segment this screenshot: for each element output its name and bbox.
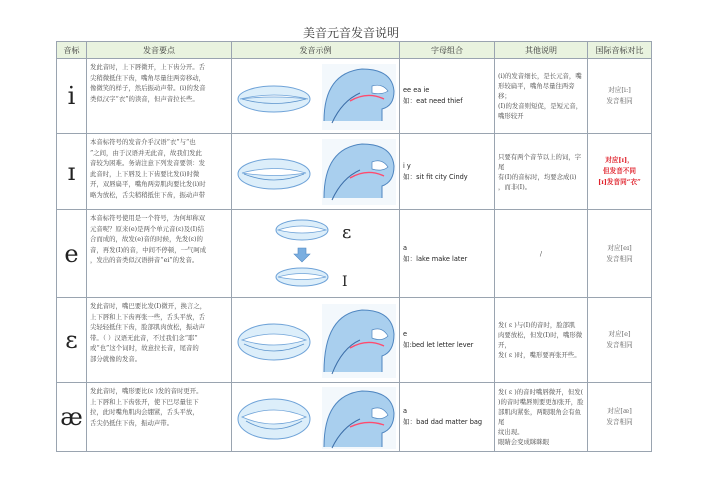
- intl-line: 对应[eɪ]: [607, 243, 632, 252]
- intl-comparison: [588, 134, 652, 210]
- intl-comparison: [588, 59, 652, 134]
- table-row: [57, 134, 652, 210]
- points-line: ，发出的音类似汉语拼音“ei”的发音。: [90, 256, 199, 265]
- pronunciation-demo: [232, 210, 400, 298]
- note-line: 只要有两个音节以上的词，字尾: [498, 152, 582, 171]
- page-title: 美音元音发音说明: [302, 26, 399, 40]
- note-line: 肉要放松，但发(I)时，嘴形微: [498, 331, 583, 339]
- points-line: 像微笑的样子，然后振动声带。(i)的发音: [90, 84, 206, 93]
- points-line: ”之间，由于汉语并无此音，故我们发此: [90, 148, 202, 157]
- phonetic-symbol: e: [57, 210, 87, 298]
- table-row: [57, 383, 652, 452]
- intl-line: 对应[e]: [608, 330, 631, 338]
- other-notes: [495, 298, 588, 383]
- note-line: )的音时嘴唇则要更加张开，脸: [498, 398, 584, 406]
- other-notes: [495, 383, 588, 452]
- points-line: 略为放松，舌尖稍稍抵住下齿，振动声带: [90, 190, 206, 199]
- header-letters: 字母组合: [400, 42, 495, 59]
- points-line: 类似汉字“衣”的读音，但声音拉长些。: [90, 94, 199, 103]
- intl-line: 发音相同: [606, 341, 633, 349]
- other-notes: [495, 134, 588, 210]
- note-line: 发( ɛ )的音时嘴唇微开，但发(: [498, 388, 584, 396]
- intl-comparison: [588, 210, 652, 298]
- note-line: ，而非(I)。: [498, 182, 532, 191]
- points-line: 尖轻轻抵住下齿，脸部肌肉放松，振动声: [90, 323, 206, 332]
- pronunciation-demo: [232, 383, 400, 452]
- note-line: 眼睛会变成眯眯眼: [498, 438, 550, 446]
- lips-illustration: [276, 220, 328, 240]
- header-demo: 发音示例: [232, 42, 400, 59]
- phonetic-symbol: i: [57, 59, 87, 134]
- intl-line: 对应[i:]: [608, 86, 631, 94]
- note-line: 纹出现。: [498, 428, 524, 436]
- lips-illustration: [238, 159, 310, 189]
- combo-examples: 如：bad dad matter bag: [403, 418, 483, 426]
- note-line: (I)的发音则短促，是短元音，: [498, 102, 583, 110]
- points-line: 本音标符号使用是一个符号，为何却称双: [90, 214, 206, 222]
- points-line: 部分就像的发音。: [90, 354, 142, 363]
- vowel-table: [56, 41, 652, 452]
- pronunciation-demo: [232, 134, 400, 210]
- header-symbol: 音标: [57, 42, 87, 59]
- note-line: (i)的发音细长，是长元音，嘴: [498, 72, 582, 80]
- note-line: 发( ɛ )与(I)的音时，脸部肌: [498, 321, 576, 329]
- combo-letters: ee ea ie: [403, 86, 430, 94]
- other-notes: [495, 210, 588, 298]
- combo-letters: e: [403, 330, 408, 338]
- points-line: 开，双唇扁平，嘴角两旁肌肉要比发(i)时: [90, 180, 206, 189]
- arrow-down-icon: [294, 248, 310, 262]
- mouth-transition-diagram: [232, 212, 400, 296]
- pronunciation-points: [87, 298, 232, 383]
- demo-symbol-top: ɛ: [342, 221, 352, 243]
- points-line: 发此音时，嘴形要比(ɛ )发的音时更开。: [90, 387, 203, 395]
- lips-illustration: [276, 268, 328, 286]
- intl-line: 对应[ɪ]，: [605, 156, 634, 164]
- points-line: 元音呢？原来(e)是两个单元音(ɛ)及(I)结: [90, 224, 205, 233]
- letter-combos: [400, 298, 495, 383]
- header-points: 发音要点: [87, 42, 232, 59]
- pronunciation-points: [87, 59, 232, 134]
- mouth-diagram: [232, 61, 400, 132]
- head-profile-illustration: [322, 139, 396, 205]
- combo-letters: a: [403, 407, 408, 415]
- points-line: 带。（ ）汉语无此音，不过我们念“耶”: [90, 333, 198, 342]
- note-line: 开，: [498, 341, 511, 349]
- table-row: [57, 59, 652, 134]
- table-row: [57, 210, 652, 298]
- mouth-diagram: [232, 300, 400, 381]
- note-line: 有(I)的音标时，均要念成(i): [498, 172, 577, 181]
- head-profile-illustration: [322, 304, 396, 378]
- table-row: [57, 298, 652, 383]
- combo-examples: 如：sit fit city Cindy: [403, 172, 468, 181]
- points-line: 合而成的，故发(e)音的时候，先发(ɛ)的: [90, 235, 203, 244]
- header-other: 其他说明: [495, 42, 588, 59]
- points-line: 此音时，上下唇及上下齿要比发(i)时微: [90, 169, 200, 178]
- phonetic-symbol: ɪ: [57, 134, 87, 210]
- letter-combos: [400, 59, 495, 134]
- combo-letters: a: [403, 243, 408, 252]
- points-line: 发此音时，嘴巴要比发(I)微开，换言之，: [90, 302, 207, 310]
- intl-comparison: [588, 383, 652, 452]
- header-row: [57, 42, 652, 59]
- letter-combos: [400, 134, 495, 210]
- demo-symbol-bottom: I: [342, 273, 348, 290]
- letter-combos: [400, 383, 495, 452]
- other-notes: [495, 59, 588, 134]
- pronunciation-demo: [232, 59, 400, 134]
- points-line: 舌尖仍抵住下齿，振动声带。: [90, 418, 174, 427]
- points-line: 上下唇和上下齿张开，使下巴尽量往下: [90, 397, 199, 406]
- points-line: 本音标符号的发音介乎汉语“衣”与“也: [90, 138, 196, 146]
- combo-letters: i y: [403, 161, 411, 170]
- pronunciation-points: [87, 210, 232, 298]
- pronunciation-demo: [232, 298, 400, 383]
- points-line: 上下唇和上下齿再张一些，舌头平放，舌: [90, 312, 206, 321]
- intl-line: 发音相同: [606, 254, 633, 263]
- lips-illustration: [238, 399, 310, 439]
- note-line: 形较扁平，嘴角尽量往两旁移；: [498, 82, 575, 100]
- note-line: /: [539, 249, 543, 258]
- phonetic-symbol: ɛ: [57, 298, 87, 383]
- letter-combos: [400, 210, 495, 298]
- pronunciation-points: [87, 383, 232, 452]
- intl-line: 对应[æ]: [607, 407, 632, 415]
- points-line: 音，再发(I)的音，中间不停顿，一气呵成: [90, 245, 207, 254]
- head-profile-illustration: [322, 387, 396, 449]
- note-line: 发( ɛ )时，嘴形要再张开些。: [498, 351, 581, 359]
- header-intl: 国际音标对比: [588, 42, 652, 59]
- intl-line: [ɪ]发音同“衣”: [598, 178, 641, 186]
- combo-examples: 如:bed let letter lever: [403, 341, 474, 349]
- mouth-diagram: [232, 385, 400, 450]
- lips-illustration: [238, 324, 310, 360]
- note-line: 嘴形较开: [498, 112, 524, 120]
- phonetic-symbol: æ: [57, 383, 87, 452]
- points-line: 尖稍微抵住下齿，嘴角尽量往两旁移动，: [90, 73, 206, 82]
- intl-line: 发音相同: [606, 97, 633, 105]
- combo-examples: 如：eat need thief: [403, 97, 463, 105]
- intl-line: 但发音不同: [603, 167, 636, 175]
- intl-line: 发音相同: [606, 418, 633, 426]
- points-line: 发此音时，上下唇微开，上下齿分开。舌: [90, 63, 206, 71]
- intl-comparison: [588, 298, 652, 383]
- note-line: 部肌肉紧张，两眼眼角会有鱼尾: [498, 408, 582, 426]
- points-line: 音较为困难。务请注意下列发音要领：发: [90, 159, 206, 168]
- pronunciation-points: [87, 134, 232, 210]
- mouth-diagram: [232, 136, 400, 208]
- points-line: 或“也”这个词时，故意拉长音，尾音的: [90, 344, 199, 353]
- lips-illustration: [238, 86, 310, 112]
- head-profile-illustration: [322, 64, 396, 130]
- points-line: 拉，此时嘴角肌肉会绷紧，舌头平放，: [90, 408, 199, 417]
- combo-examples: 如：lake make later: [403, 254, 468, 263]
